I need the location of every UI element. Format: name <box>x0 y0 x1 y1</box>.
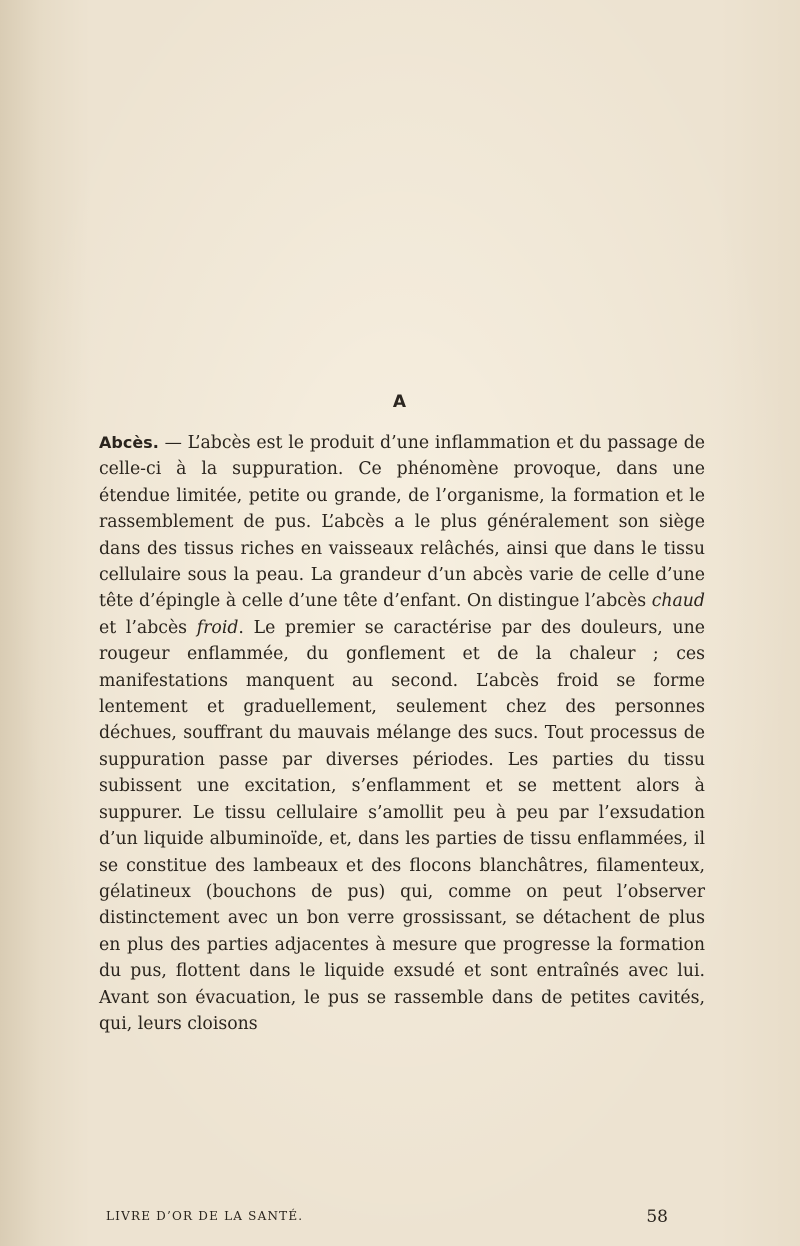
entry-italic-froid: froid <box>196 617 239 638</box>
entry-text-part-3: . Le premier se caractérise par des douleurs, une rougeur enflammée, du gonflement et de la chaleur ; ces manifestations manquent au second. L’abcès froid se forme lentement et graduellement, seulement chez des personnes déchues, souffrant du mauvais mélange des sucs. Tout processus de suppuration passe par diverses périodes. Les parties du tissu subissent une excitation, s’enflamment et se mettent alors à suppurer. Le tissu cellulaire s’amollit peu à peu par l’exsudation d’un liquide albuminoïde, et, dans les parties de tissu enflammées, il se constitue des lambeaux et des flocons blanchâtres, filamenteux, gélatineux (bouchons de pus) qui, comme on peut l’observer distinctement avec un bon verre grossissant, se détachent de plus en plus des parties adjacentes à mesure que progresse la formation du pus, flottent dans le liquide exsudé et sont entraînés avec lui. Avant son évacuation, le pus se rassemble dans de petites cavités, qui, leurs cloisons <box>99 617 706 1034</box>
entry-italic-chaud: chaud <box>651 591 705 612</box>
page-footer <box>99 1207 705 1229</box>
entry-term: Abcès. <box>99 433 159 452</box>
entry-paragraph <box>99 430 705 1037</box>
entry-text-part-2: et l’abcès <box>99 617 197 638</box>
entry-text-part-1: — L’abcès est le produit d’une inflammation et du passage de celle-ci à la suppuration. Ce phénomène provoque, dans une étendue limitée, petite ou grande, de l’organisme, la formation et le rassemblement de pus. L’abcès a le plus généralement son siège dans des tissus riches en vaisseaux relâchés, ainsi que dans le tissu cellulaire sous la peau. La grandeur d’un abcès varie de celle d’une tête d’épingle à celle d’une tête d’enfant. On distingue l’abcès <box>99 433 705 612</box>
section-letter: A <box>392 392 408 412</box>
page-number: 58 <box>646 1207 668 1227</box>
running-title: LIVRE D’OR DE LA SANTÉ. <box>106 1209 304 1223</box>
